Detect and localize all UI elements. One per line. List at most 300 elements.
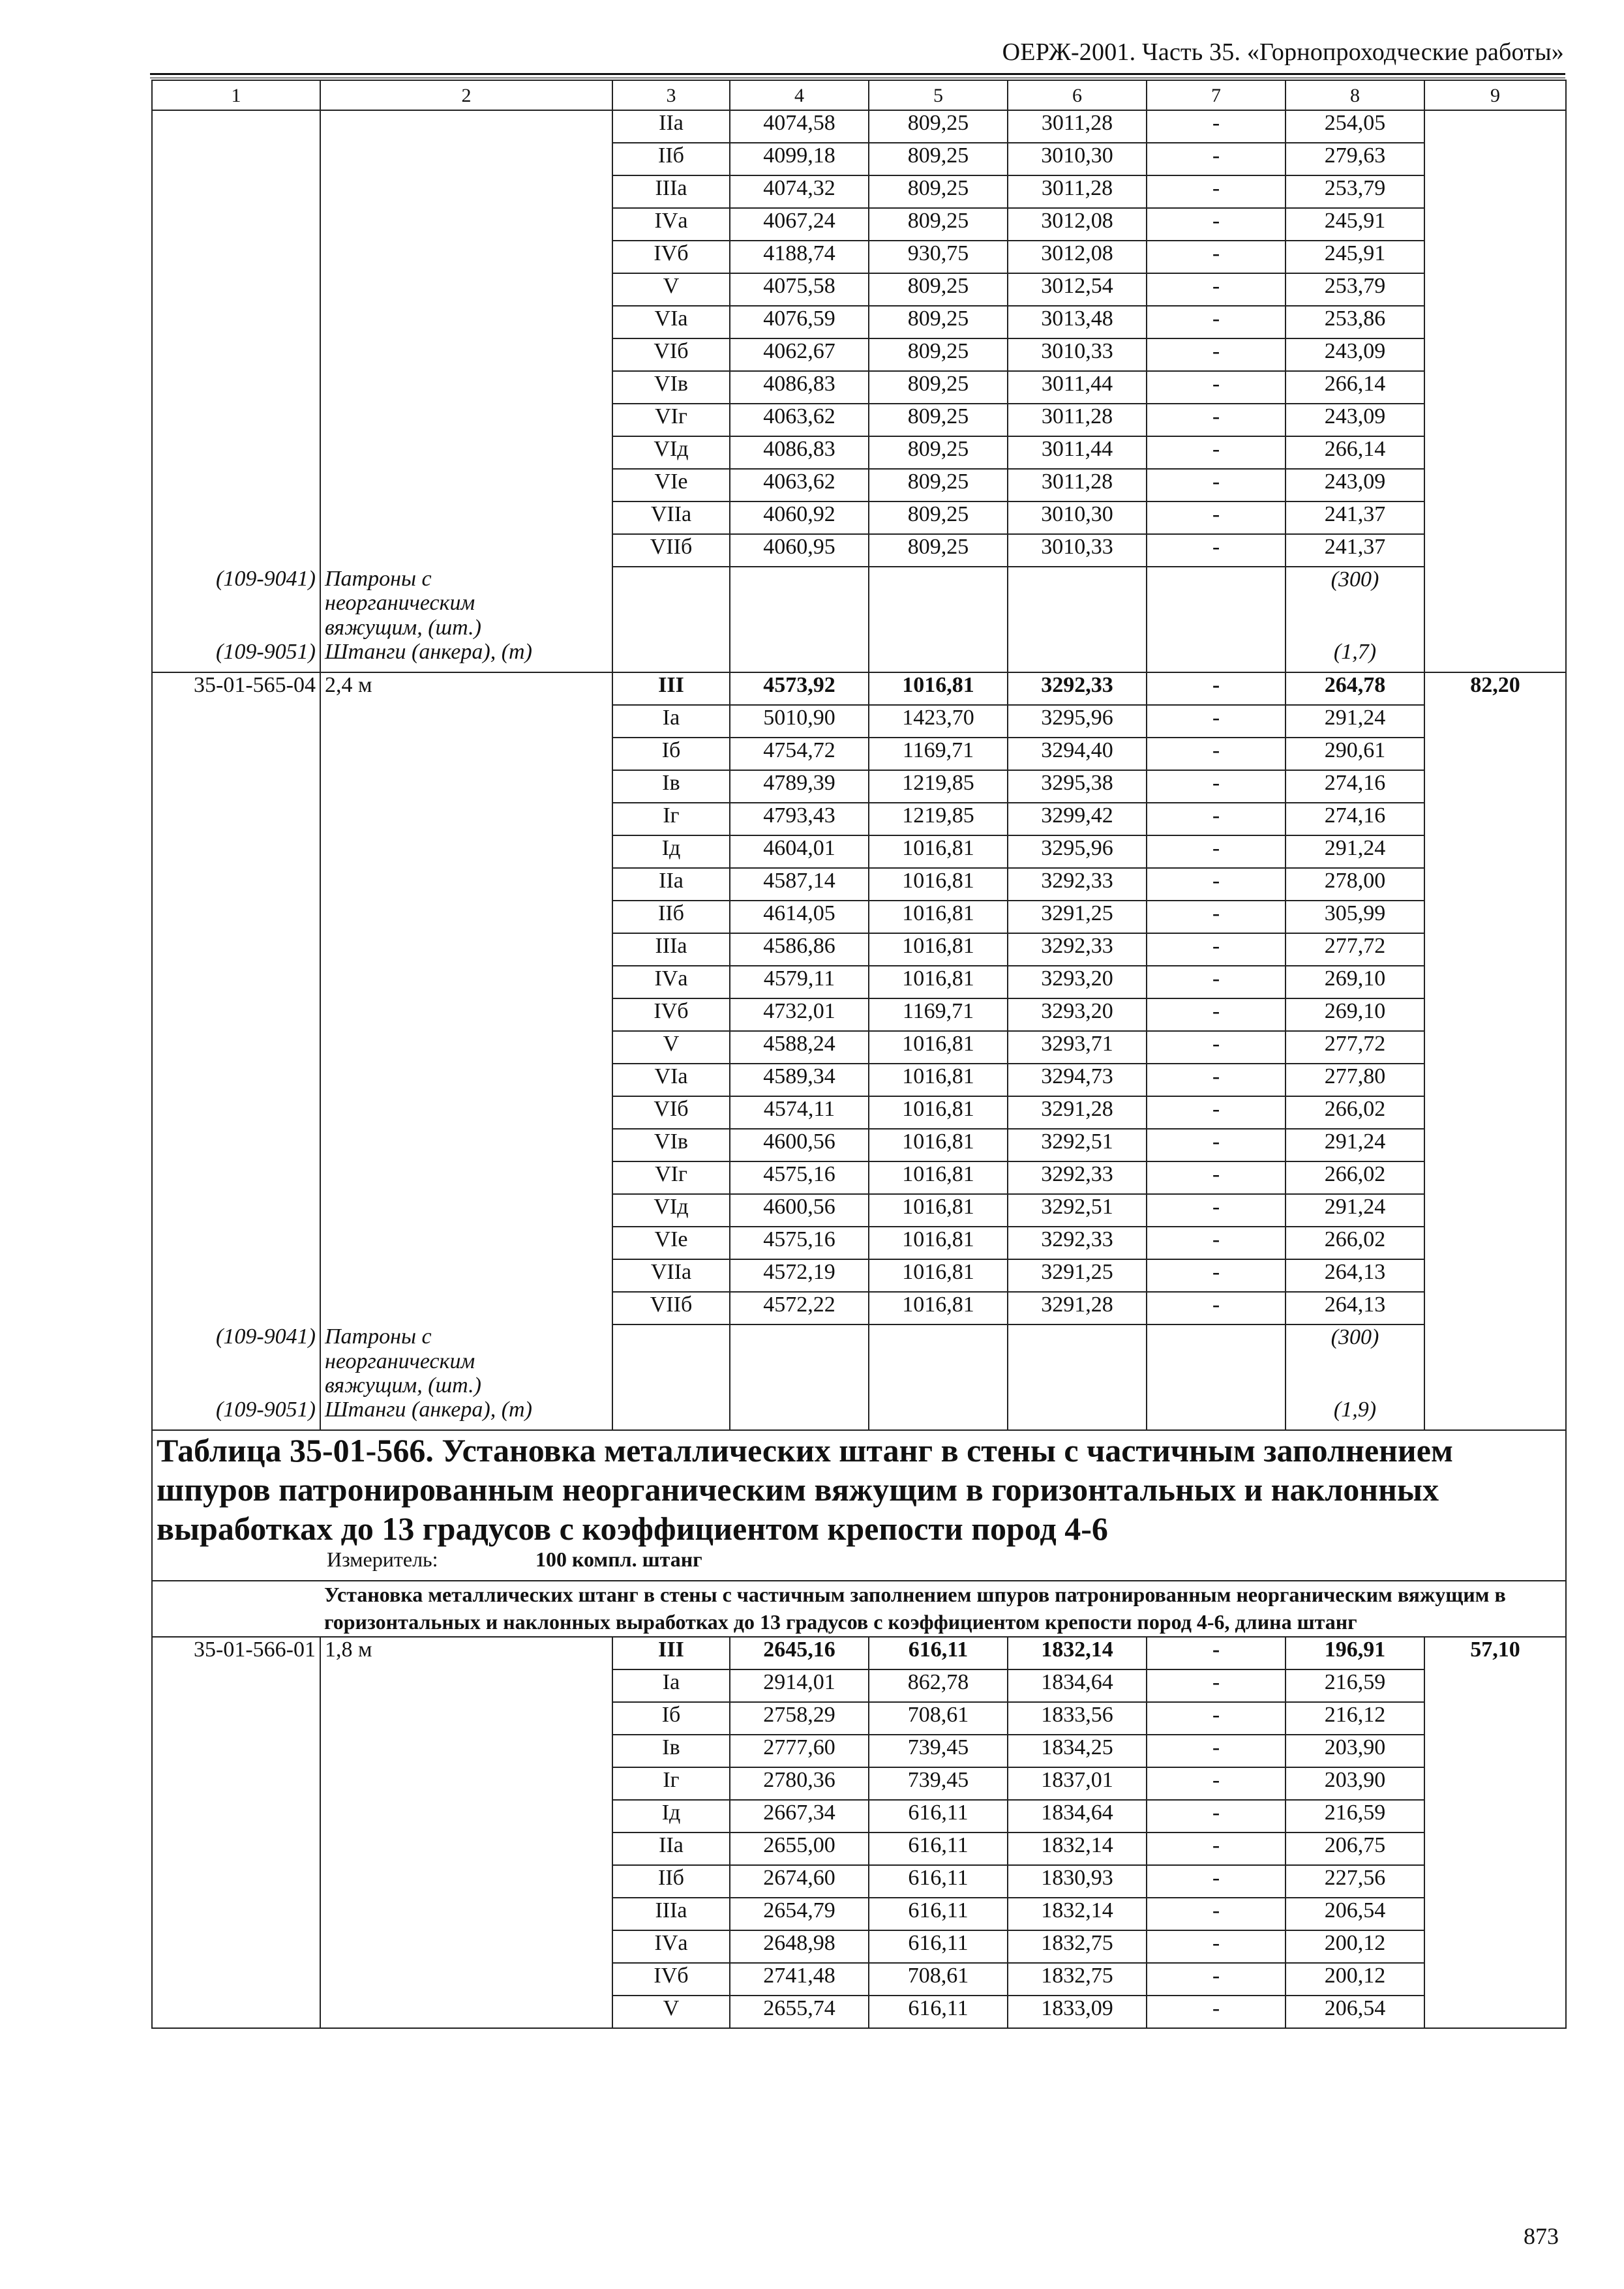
- material-cost: 216,12: [1286, 1702, 1424, 1735]
- soil-group: III: [612, 672, 730, 705]
- soil-group: VIг: [612, 1161, 730, 1194]
- rate-code-blank: [152, 175, 320, 208]
- machine-cost: 1832,14: [1008, 1833, 1147, 1865]
- rate-code-blank: [152, 998, 320, 1031]
- table-row: [152, 1064, 1566, 1096]
- soil-group: IVб: [612, 241, 730, 273]
- name-blank: [320, 110, 612, 143]
- soil-group: VIе: [612, 1227, 730, 1259]
- labour-cost: 809,25: [869, 534, 1008, 567]
- table-row: [152, 501, 1566, 534]
- driver-cost: -: [1147, 1833, 1286, 1865]
- material-quantity: (1,7): [1286, 640, 1424, 672]
- labour-blank: [1424, 306, 1566, 338]
- measure-blank: [152, 1548, 320, 1581]
- labour-blank: [1424, 208, 1566, 241]
- driver-cost: -: [1147, 901, 1286, 933]
- total-cost: 4075,58: [730, 273, 869, 306]
- labour-cost: 809,25: [869, 175, 1008, 208]
- total-cost: 4600,56: [730, 1129, 869, 1161]
- table-row: [152, 1833, 1566, 1865]
- name-blank: [320, 404, 612, 436]
- soil-group: IIа: [612, 868, 730, 901]
- driver-cost: -: [1147, 338, 1286, 371]
- rate-code-blank: [152, 803, 320, 835]
- material-blank: [1424, 640, 1566, 672]
- material-blank: [730, 1398, 869, 1430]
- total-cost: 2655,00: [730, 1833, 869, 1865]
- material-row: [152, 1324, 1566, 1398]
- rate-code-blank: [152, 241, 320, 273]
- total-cost: 4588,24: [730, 1031, 869, 1064]
- rate-code-blank: [152, 1930, 320, 1963]
- labour-blank: [1424, 469, 1566, 501]
- rate-code-blank: [152, 1096, 320, 1129]
- table-row: [152, 966, 1566, 998]
- driver-cost: -: [1147, 1161, 1286, 1194]
- rate-code-blank: [152, 1996, 320, 2028]
- rate-code: 35-01-565-04: [152, 672, 320, 705]
- table-row: [152, 1096, 1566, 1129]
- machine-cost: 3013,48: [1008, 306, 1147, 338]
- material-cost: 266,02: [1286, 1161, 1424, 1194]
- total-cost: 2654,79: [730, 1898, 869, 1930]
- labour-blank: [1424, 436, 1566, 469]
- page-header: ОЕРЖ-2001. Часть 35. «Горнопроходческие работы»: [1002, 38, 1564, 66]
- labour-blank: [1424, 901, 1566, 933]
- driver-cost: -: [1147, 672, 1286, 705]
- material-cost: 266,14: [1286, 436, 1424, 469]
- soil-group: Iг: [612, 803, 730, 835]
- total-cost: 4062,67: [730, 338, 869, 371]
- material-name-line: вяжущим, (шт.): [325, 1373, 481, 1398]
- name-blank: [320, 966, 612, 998]
- table-row: [152, 534, 1566, 567]
- table-row: [152, 1996, 1566, 2028]
- material-cost: 264,13: [1286, 1292, 1424, 1324]
- driver-cost: -: [1147, 1637, 1286, 1669]
- table-row: [152, 1292, 1566, 1324]
- labour-cost: 809,25: [869, 306, 1008, 338]
- driver-cost: -: [1147, 404, 1286, 436]
- driver-cost: -: [1147, 1669, 1286, 1702]
- machine-cost: 3010,33: [1008, 534, 1147, 567]
- machine-cost: 3295,96: [1008, 835, 1147, 868]
- rate-code-blank: [152, 1800, 320, 1833]
- machine-cost: 3291,28: [1008, 1096, 1147, 1129]
- driver-cost: -: [1147, 1096, 1286, 1129]
- measure-label: Измеритель:: [327, 1548, 438, 1572]
- machine-cost: 3012,08: [1008, 208, 1147, 241]
- total-cost: 2667,34: [730, 1800, 869, 1833]
- machine-cost: 3010,33: [1008, 338, 1147, 371]
- driver-cost: -: [1147, 371, 1286, 404]
- material-cost: 253,79: [1286, 175, 1424, 208]
- rate-code-blank: [152, 1064, 320, 1096]
- labour-cost: 1016,81: [869, 966, 1008, 998]
- material-blank: [1424, 567, 1566, 640]
- labour-cost: 809,25: [869, 404, 1008, 436]
- labour-cost: 616,11: [869, 1637, 1008, 1669]
- table-row: [152, 208, 1566, 241]
- machine-cost: 1832,14: [1008, 1898, 1147, 1930]
- rate-code-blank: [152, 1702, 320, 1735]
- rate-code-blank: [152, 1194, 320, 1227]
- rate-code-blank: [152, 1865, 320, 1898]
- labour-blank: [1424, 1129, 1566, 1161]
- labour-cost: 1016,81: [869, 1259, 1008, 1292]
- machine-cost: 3011,28: [1008, 404, 1147, 436]
- rates-table-body: [152, 80, 1566, 2028]
- labour-cost: 809,25: [869, 501, 1008, 534]
- labour-cost: 708,61: [869, 1702, 1008, 1735]
- soil-group: IIа: [612, 110, 730, 143]
- material-name-line: Патроны с: [325, 1324, 432, 1349]
- rate-code: 35-01-566-01: [152, 1637, 320, 1669]
- name-blank: [320, 208, 612, 241]
- material-cost: 200,12: [1286, 1963, 1424, 1996]
- soil-group: VIб: [612, 1096, 730, 1129]
- total-cost: 4086,83: [730, 436, 869, 469]
- labour-cost: 1016,81: [869, 868, 1008, 901]
- labour-blank: [1424, 1833, 1566, 1865]
- driver-cost: -: [1147, 738, 1286, 770]
- rate-code-blank: [152, 371, 320, 404]
- driver-cost: -: [1147, 1227, 1286, 1259]
- name-blank: [320, 1227, 612, 1259]
- rate-code-blank: [152, 1669, 320, 1702]
- table-row: [152, 933, 1566, 966]
- material-cost: 203,90: [1286, 1767, 1424, 1800]
- soil-group: VIе: [612, 469, 730, 501]
- labour-cost: 1016,81: [869, 1292, 1008, 1324]
- total-cost: 4573,92: [730, 672, 869, 705]
- labour-cost: 809,25: [869, 469, 1008, 501]
- soil-group: Iд: [612, 835, 730, 868]
- labour-cost: 809,25: [869, 273, 1008, 306]
- rate-code-blank: [152, 1227, 320, 1259]
- rate-code-blank: [152, 705, 320, 738]
- table-row: [152, 1800, 1566, 1833]
- soil-group: Iа: [612, 1669, 730, 1702]
- table-title: Таблица 35-01-566. Установка металлических штанг в стены с частичным заполнением шпуров патронированным неорганическим вяжущим в горизонтальных и наклонных выработках до 13 градусов с коэффициентом крепости пород 4-6: [152, 1430, 1566, 1548]
- header-rule: [150, 73, 1565, 75]
- material-cost: 266,02: [1286, 1096, 1424, 1129]
- table-row: [152, 175, 1566, 208]
- material-cost: 266,14: [1286, 371, 1424, 404]
- table-row: [152, 1194, 1566, 1227]
- material-cost: 253,86: [1286, 306, 1424, 338]
- material-cost: 196,91: [1286, 1637, 1424, 1669]
- driver-cost: -: [1147, 933, 1286, 966]
- total-cost: 2780,36: [730, 1767, 869, 1800]
- soil-group: IVб: [612, 1963, 730, 1996]
- material-cost: 203,90: [1286, 1735, 1424, 1767]
- name-blank: [320, 1096, 612, 1129]
- material-cost: 277,72: [1286, 933, 1424, 966]
- table-row: [152, 1031, 1566, 1064]
- table-row: [152, 1767, 1566, 1800]
- column-number: 3: [612, 80, 730, 110]
- column-number: 2: [320, 80, 612, 110]
- labour-blank: [1424, 338, 1566, 371]
- table-row: [152, 835, 1566, 868]
- name-blank: [320, 1930, 612, 1963]
- rate-code-blank: [152, 868, 320, 901]
- table-row: [152, 1702, 1566, 1735]
- total-cost: 4614,05: [730, 901, 869, 933]
- machine-cost: 1833,09: [1008, 1996, 1147, 2028]
- soil-group: III: [612, 1637, 730, 1669]
- rate-code-blank: [152, 1833, 320, 1865]
- table-row: [152, 803, 1566, 835]
- material-blank: [730, 640, 869, 672]
- material-name-line: неорганическим: [325, 1349, 475, 1373]
- driver-cost: -: [1147, 241, 1286, 273]
- table-row: [152, 338, 1566, 371]
- rate-code-blank: [152, 933, 320, 966]
- soil-group: IIIа: [612, 933, 730, 966]
- total-cost: 4060,95: [730, 534, 869, 567]
- driver-cost: -: [1147, 175, 1286, 208]
- bolt-length: 2,4 м: [320, 672, 612, 705]
- table-row: [152, 705, 1566, 738]
- material-blank: [730, 1324, 869, 1398]
- material-code: (109-9041): [152, 1324, 320, 1398]
- total-cost: 4074,58: [730, 110, 869, 143]
- name-blank: [320, 705, 612, 738]
- material-blank: [1147, 1324, 1286, 1398]
- rate-code-blank: [152, 404, 320, 436]
- driver-cost: -: [1147, 1702, 1286, 1735]
- machine-cost: 1834,64: [1008, 1669, 1147, 1702]
- labour-cost: 1016,81: [869, 1064, 1008, 1096]
- name-blank: [320, 1031, 612, 1064]
- soil-group: VIа: [612, 306, 730, 338]
- rate-code-blank: [152, 835, 320, 868]
- soil-group: IVб: [612, 998, 730, 1031]
- soil-group: Iб: [612, 738, 730, 770]
- labour-blank: [1424, 143, 1566, 175]
- machine-cost: 3291,25: [1008, 1259, 1147, 1292]
- rate-code-blank: [152, 534, 320, 567]
- name-blank: [320, 1194, 612, 1227]
- material-cost: 206,75: [1286, 1833, 1424, 1865]
- machine-cost: 1834,64: [1008, 1800, 1147, 1833]
- labour-blank: [1424, 110, 1566, 143]
- soil-group: Iв: [612, 770, 730, 803]
- table-row: [152, 306, 1566, 338]
- labour-cost: 1016,81: [869, 1031, 1008, 1064]
- machine-cost: 3294,40: [1008, 738, 1147, 770]
- material-cost: 243,09: [1286, 338, 1424, 371]
- labour-blank: [1424, 1161, 1566, 1194]
- driver-cost: -: [1147, 835, 1286, 868]
- material-name: [320, 1324, 612, 1398]
- machine-cost: 1830,93: [1008, 1865, 1147, 1898]
- driver-cost: -: [1147, 469, 1286, 501]
- driver-cost: -: [1147, 1898, 1286, 1930]
- soil-group: VIIа: [612, 1259, 730, 1292]
- driver-cost: -: [1147, 1996, 1286, 2028]
- measure-cell: [320, 1548, 1566, 1581]
- labour-blank: [1424, 1194, 1566, 1227]
- labour-blank: [1424, 738, 1566, 770]
- material-name-line: Патроны с: [325, 567, 432, 591]
- driver-cost: -: [1147, 1031, 1286, 1064]
- machine-cost: 3011,44: [1008, 371, 1147, 404]
- machine-cost: 3293,71: [1008, 1031, 1147, 1064]
- column-number: 1: [152, 80, 320, 110]
- soil-group: Iб: [612, 1702, 730, 1735]
- rate-code-blank: [152, 966, 320, 998]
- total-cost: 4188,74: [730, 241, 869, 273]
- machine-cost: 3011,28: [1008, 469, 1147, 501]
- material-cost: 278,00: [1286, 868, 1424, 901]
- labour-blank: [1424, 1702, 1566, 1735]
- soil-group: Iг: [612, 1767, 730, 1800]
- name-blank: [320, 770, 612, 803]
- labour-blank: [1424, 241, 1566, 273]
- driver-cost: -: [1147, 770, 1286, 803]
- description-row: [152, 1581, 1566, 1636]
- labour-blank: [1424, 273, 1566, 306]
- rate-code-blank: [152, 110, 320, 143]
- total-cost: 4572,22: [730, 1292, 869, 1324]
- rate-code-blank: [152, 1735, 320, 1767]
- driver-cost: -: [1147, 803, 1286, 835]
- soil-group: IIб: [612, 1865, 730, 1898]
- material-name: [320, 1398, 612, 1430]
- rate-code-blank: [152, 338, 320, 371]
- rate-code-blank: [152, 208, 320, 241]
- labour-cost: 1423,70: [869, 705, 1008, 738]
- material-name: [320, 640, 612, 672]
- name-blank: [320, 306, 612, 338]
- soil-group: V: [612, 273, 730, 306]
- total-cost: 2758,29: [730, 1702, 869, 1735]
- labour-blank: [1424, 1096, 1566, 1129]
- soil-group: VIа: [612, 1064, 730, 1096]
- machine-cost: 3010,30: [1008, 143, 1147, 175]
- machine-cost: 3292,33: [1008, 1227, 1147, 1259]
- table-row: [152, 371, 1566, 404]
- name-blank: [320, 1963, 612, 1996]
- labour-cost: 930,75: [869, 241, 1008, 273]
- table-row: [152, 1161, 1566, 1194]
- rate-code-blank: [152, 273, 320, 306]
- name-blank: [320, 998, 612, 1031]
- soil-group: VIд: [612, 1194, 730, 1227]
- material-cost: 245,91: [1286, 241, 1424, 273]
- soil-group: IIа: [612, 1833, 730, 1865]
- machine-cost: 3292,33: [1008, 868, 1147, 901]
- material-cost: 245,91: [1286, 208, 1424, 241]
- name-blank: [320, 1735, 612, 1767]
- soil-group: V: [612, 1996, 730, 2028]
- total-cost: 4063,62: [730, 469, 869, 501]
- labour-blank: [1424, 501, 1566, 534]
- labour-hours: 82,20: [1424, 672, 1566, 705]
- material-quantity: (300): [1286, 567, 1424, 640]
- labour-blank: [1424, 1996, 1566, 2028]
- material-blank: [612, 640, 730, 672]
- total-cost: 4732,01: [730, 998, 869, 1031]
- material-blank: [869, 640, 1008, 672]
- labour-blank: [1424, 1767, 1566, 1800]
- material-name-line: Штанги (анкера), (т): [325, 640, 532, 665]
- soil-group: IVа: [612, 966, 730, 998]
- driver-cost: -: [1147, 1259, 1286, 1292]
- driver-cost: -: [1147, 143, 1286, 175]
- rate-code-blank: [152, 1161, 320, 1194]
- name-blank: [320, 175, 612, 208]
- rate-code-blank: [152, 1129, 320, 1161]
- measure-row: [152, 1548, 1566, 1581]
- material-cost: 243,09: [1286, 469, 1424, 501]
- labour-cost: 1219,85: [869, 803, 1008, 835]
- labour-cost: 1016,81: [869, 672, 1008, 705]
- labour-blank: [1424, 770, 1566, 803]
- material-cost: 277,72: [1286, 1031, 1424, 1064]
- labour-blank: [1424, 404, 1566, 436]
- labour-blank: [1424, 868, 1566, 901]
- name-blank: [320, 1865, 612, 1898]
- material-cost: 206,54: [1286, 1996, 1424, 2028]
- labour-blank: [1424, 1259, 1566, 1292]
- column-number: 9: [1424, 80, 1566, 110]
- labour-blank: [1424, 933, 1566, 966]
- soil-group: IIб: [612, 143, 730, 175]
- total-cost: 4099,18: [730, 143, 869, 175]
- labour-blank: [1424, 1800, 1566, 1833]
- labour-cost: 809,25: [869, 436, 1008, 469]
- labour-cost: 708,61: [869, 1963, 1008, 1996]
- total-cost: 4789,39: [730, 770, 869, 803]
- rate-code-blank: [152, 143, 320, 175]
- column-number: 6: [1008, 80, 1147, 110]
- labour-blank: [1424, 1031, 1566, 1064]
- name-blank: [320, 143, 612, 175]
- labour-blank: [1424, 1735, 1566, 1767]
- table-row: [152, 1930, 1566, 1963]
- driver-cost: -: [1147, 1735, 1286, 1767]
- material-cost: 269,10: [1286, 966, 1424, 998]
- table-row: [152, 404, 1566, 436]
- total-cost: 4586,86: [730, 933, 869, 966]
- material-blank: [1147, 640, 1286, 672]
- table-row: [152, 1227, 1566, 1259]
- material-cost: 291,24: [1286, 705, 1424, 738]
- soil-group: IVа: [612, 208, 730, 241]
- table-title-row: [152, 1430, 1566, 1548]
- total-cost: 4086,83: [730, 371, 869, 404]
- material-blank: [1008, 567, 1147, 640]
- machine-cost: 3011,44: [1008, 436, 1147, 469]
- driver-cost: -: [1147, 110, 1286, 143]
- material-blank: [1008, 1324, 1147, 1398]
- material-blank: [1008, 640, 1147, 672]
- total-cost: 4572,19: [730, 1259, 869, 1292]
- table-description: Установка металлических штанг в стены с частичным заполнением шпуров патронированным неорганическим вяжущим в горизонтальных и наклонных выработках до 13 градусов с коэффициентом крепости пород 4-6, длина штанг: [320, 1581, 1566, 1636]
- machine-cost: 3299,42: [1008, 803, 1147, 835]
- machine-cost: 3012,54: [1008, 273, 1147, 306]
- table-row: [152, 1637, 1566, 1669]
- rate-code-blank: [152, 901, 320, 933]
- material-name-line: вяжущим, (шт.): [325, 615, 481, 640]
- total-cost: 4579,11: [730, 966, 869, 998]
- labour-cost: 809,25: [869, 371, 1008, 404]
